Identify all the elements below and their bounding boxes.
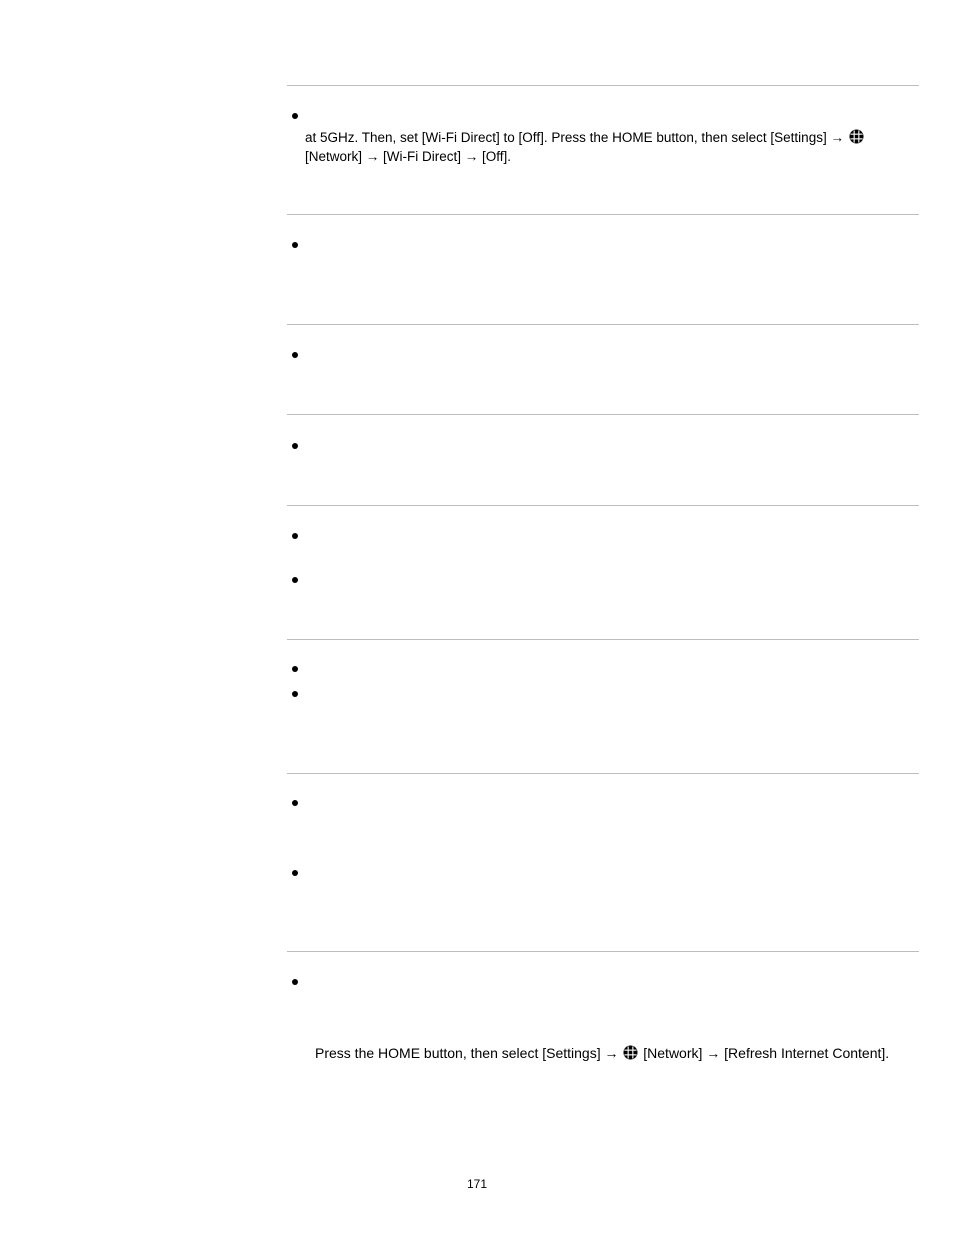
section-divider [287,505,919,506]
instruction-text: at 5GHz. Then, set [Wi-Fi Direct] to [Off]. Press the HOME button, then select [Settings] → [305,129,844,145]
instruction-text: Press the HOME button, then select [Settings] → [315,1044,619,1061]
section-divider [287,951,919,952]
network-globe-icon [849,129,864,144]
section-divider [287,324,919,325]
wifi-direct-instruction-line-1 [305,127,865,147]
bullet-marker [292,352,298,358]
network-globe-icon [623,1045,638,1060]
section-divider [287,773,919,774]
bullet-marker [292,666,298,672]
section-divider [287,639,919,640]
bullet-marker [292,443,298,449]
section-divider [287,85,919,86]
instruction-text: [Network] → [Refresh Internet Content]. [643,1044,890,1061]
bullet-marker [292,800,298,806]
section-divider [287,214,919,215]
bullet-marker [292,533,298,539]
bullet-marker [292,242,298,248]
wifi-direct-instruction-line-2 [305,146,511,166]
instruction-text: [Network] → [Wi-Fi Direct] → [Off]. [305,148,512,164]
section-divider [287,414,919,415]
bullet-marker [292,979,298,985]
page-number: 171 [466,1177,488,1191]
refresh-content-instruction [315,1043,889,1063]
bullet-marker [292,577,298,583]
bullet-marker [292,113,298,119]
bullet-marker [292,870,298,876]
bullet-marker [292,691,298,697]
